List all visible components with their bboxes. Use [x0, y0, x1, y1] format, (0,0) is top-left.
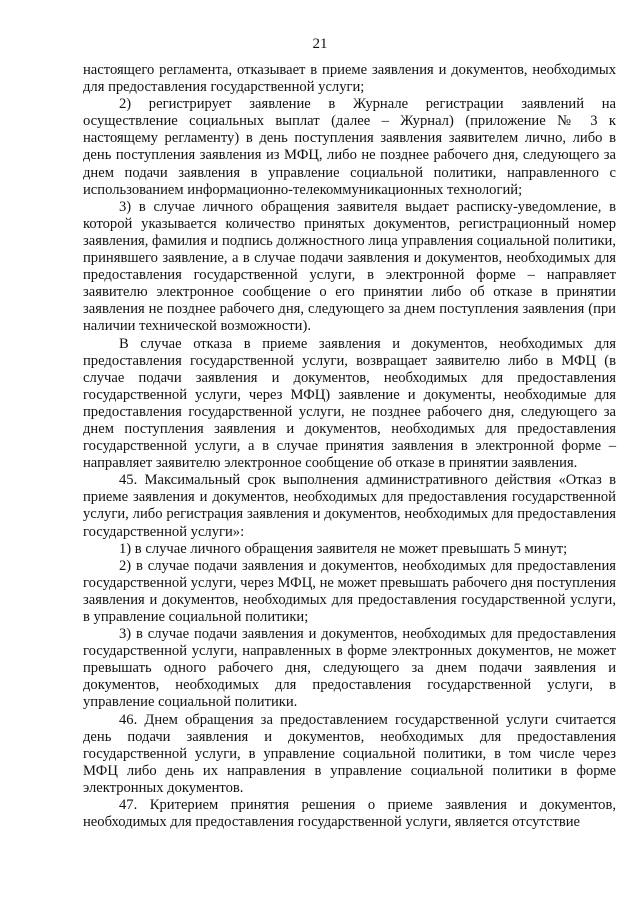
paragraph-item-3-receipt: 3) в случае личного обращения заявителя выдает расписку-уведомление, в которой указывается количество принятых документов, регистрационный номер заявления, фамилия и подпись должностного лица управления социальной политики, принявшего заявление, а в случае подачи заявления и документов, необходимых для предоставления государственной услуги, в электронной форме – направляет заявителю электронное сообщение о его принятии либо об отказе в принятии заявления не позднее рабочего дня, следующего за днем поступления заявления (при наличии технической возможности).	[83, 198, 616, 335]
paragraph-clause-45-item-2: 2) в случае подачи заявления и документов, необходимых для предоставления государственной услуги, через МФЦ, не может превышать рабочего дня поступления заявления и документов, необходимых для предоставления государственной услуги, в управление социальной политики;	[83, 557, 616, 625]
paragraph-clause-45: 45. Максимальный срок выполнения административного действия «Отказ в приеме заявления и документов, необходимых для предоставления государственной услуги, либо регистрация заявления и документов, необходимых для предоставления государственной услуги»:	[83, 472, 616, 540]
paragraph-refusal-case: В случае отказа в приеме заявления и документов, необходимых для предоставления государственной услуги, возвращает заявителю либо в МФЦ (в случае подачи заявления и документов, необходимых для предоставления государственной услуги, через МФЦ) заявление и документы, необходимые для предоставления государственной услуги, не позднее рабочего дня, следующего за днем поступления заявления и документов, необходимых для предоставления государственной услуги, а в случае принятия заявления в электронной форме – направляет заявителю электронное сообщение об отказе в принятии заявления.	[83, 335, 616, 472]
paragraph-clause-45-item-3: 3) в случае подачи заявления и документов, необходимых для предоставления государственной услуги, направленных в форме электронных документов, не может превышать одного рабочего дня, следующего за днем подачи заявления и документов, необходимых для предоставления государственной услуги, в управление социальной политики.	[83, 626, 616, 711]
paragraph-clause-47: 47. Критерием принятия решения о приеме заявления и документов, необходимых для предоставления государственной услуги, является отсутствие	[83, 797, 616, 831]
paragraph-continuation: настоящего регламента, отказывает в приеме заявления и документов, необходимых для предоставления государственной услуги;	[83, 62, 616, 96]
page-number: 21	[312, 36, 328, 52]
paragraph-clause-46: 46. Днем обращения за предоставлением государственной услуги считается день подачи заявления и документов, необходимых для предоставления государственной услуги, в управление социальной политики, в том числе через МФЦ либо день их направления в управление социальной политики в форме электронных документов.	[83, 711, 616, 796]
document-body	[83, 62, 616, 831]
paragraph-clause-45-item-1: 1) в случае личного обращения заявителя не может превышать 5 минут;	[119, 540, 568, 557]
paragraph-item-2-register: 2) регистрирует заявление в Журнале регистрации заявлений на осуществление социальных выплат (далее – Журнал) (приложение № 3 к настоящему регламенту) в день поступления заявления заявителем лично, либо в день поступления заявления из МФЦ, либо не позднее рабочего дня, следующего за днем подачи заявления в управление социальной политики, направленного с использованием информационно-телекоммуникационных технологий;	[83, 96, 616, 198]
